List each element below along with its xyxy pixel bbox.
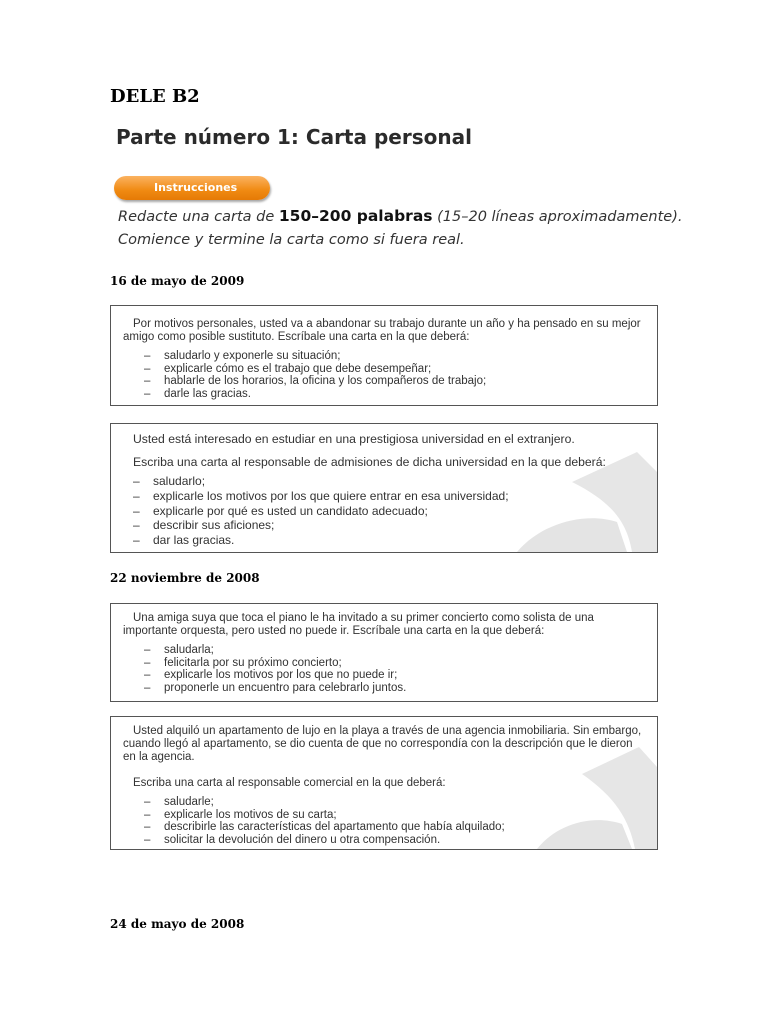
task-box-3 bbox=[110, 603, 658, 702]
list-item: – saludarlo y exponerle su situación; bbox=[144, 350, 486, 363]
word-count: 150–200 palabras bbox=[278, 207, 433, 225]
task-4-intro-2: Escriba una carta al responsable comercial en la que deberá: bbox=[133, 777, 446, 789]
task-box-4 bbox=[110, 716, 658, 850]
list-item: – hablarle de los horarios, la oficina y los compañeros de trabajo; bbox=[144, 375, 486, 388]
list-item: – explicarle los motivos por los que no puede ir; bbox=[144, 669, 406, 682]
task-1-bullets bbox=[144, 350, 486, 400]
instructions-line-1-post: (15–20 líneas aproximadamente). bbox=[432, 209, 683, 225]
date-1: 16 de mayo de 2009 bbox=[110, 274, 245, 288]
task-2-bullets bbox=[133, 474, 509, 548]
task-3-bullets bbox=[144, 644, 406, 694]
list-item: – describirle las características del apartamento que había alquilado; bbox=[144, 821, 505, 834]
list-item: – explicarle los motivos de su carta; bbox=[144, 809, 505, 822]
date-3: 24 de mayo de 2008 bbox=[110, 917, 245, 931]
list-item: – darle las gracias. bbox=[144, 388, 486, 401]
list-item: – saludarle; bbox=[144, 796, 505, 809]
list-item: – explicarle los motivos por los que quiere entrar en esa universidad; bbox=[133, 489, 509, 504]
list-item: – describir sus aficiones; bbox=[133, 518, 509, 533]
task-4-intro-1: Usted alquiló un apartamento de lujo en la playa a través de una agencia inmobiliaria. Sin embargo, cuando llegó al apartamento, se dio cuenta de que no correspondía con la descripción que le dieron en la agencia. bbox=[123, 725, 642, 763]
list-item: – explicarle por qué es usted un candidato adecuado; bbox=[133, 504, 509, 519]
instructions-line-2: Comience y termine la carta como si fuera real. bbox=[118, 232, 465, 248]
list-item: – proponerle un encuentro para celebrarlo juntos. bbox=[144, 682, 406, 695]
list-item: – felicitarla por su próximo concierto; bbox=[144, 657, 406, 670]
instructions-line-1-pre: Redacte una carta de bbox=[118, 209, 279, 225]
list-item: – solicitar la devolución del dinero u otra compensación. bbox=[144, 834, 505, 847]
list-item: – dar las gracias. bbox=[133, 533, 509, 548]
part-heading: Parte número 1: Carta personal bbox=[116, 125, 472, 149]
doc-title: DELE B2 bbox=[110, 86, 200, 107]
task-4-bullets bbox=[144, 796, 505, 846]
task-box-1 bbox=[110, 305, 658, 406]
task-2-intro-1: Usted está interesado en estudiar en una prestigiosa universidad en el extranjero. bbox=[133, 432, 575, 446]
date-2: 22 noviembre de 2008 bbox=[110, 571, 260, 585]
instructions-line-1 bbox=[118, 207, 682, 225]
task-1-intro: Por motivos personales, usted va a abandonar su trabajo durante un año y ha pensado en su mejor amigo como posible sustituto. Escríbale una carta en la que deberá: bbox=[123, 318, 641, 343]
task-2-intro-2: Escriba una carta al responsable de admisiones de dicha universidad en la que deberá: bbox=[133, 455, 606, 469]
task-3-intro: Una amiga suya que toca el piano le ha invitado a su primer concierto como solista de una importante orquesta, pero usted no puede ir. Escríbale una carta en la que deberá: bbox=[123, 612, 594, 637]
list-item: – saludarla; bbox=[144, 644, 406, 657]
list-item: – saludarlo; bbox=[133, 474, 509, 489]
instructions-badge: Instrucciones bbox=[114, 176, 270, 200]
task-box-2 bbox=[110, 423, 658, 553]
list-item: – explicarle cómo es el trabajo que debe desempeñar; bbox=[144, 363, 486, 376]
